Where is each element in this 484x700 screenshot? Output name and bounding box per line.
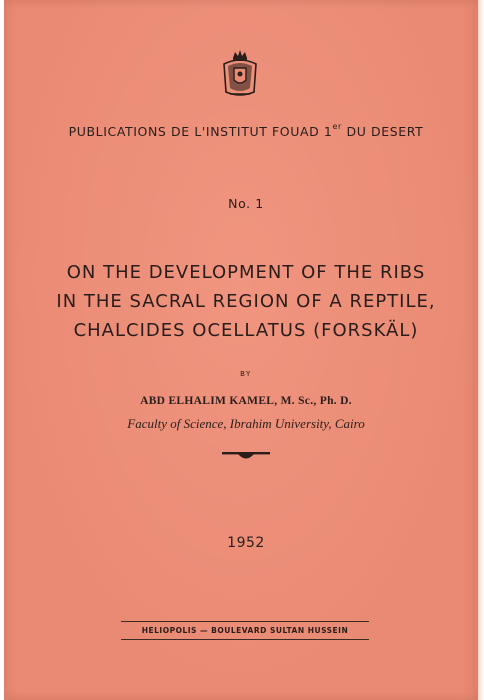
publication-year: 1952 [227, 535, 265, 551]
title-line-3: CHALCIDES OCELLATUS (FORSKÄL) [73, 320, 419, 341]
royal-coat-of-arms-icon [220, 48, 260, 100]
publisher-line [4, 124, 484, 139]
author-affiliation: Faculty of Science, Ibrahim University, Cairo [127, 416, 365, 431]
series-number: No. 1 [228, 196, 264, 211]
author-name: ABD ELHALIM KAMEL, M. Sc., Ph. D. [140, 395, 352, 407]
book-title [4, 258, 484, 345]
book-cover [4, 0, 478, 700]
title-line-1: ON THE DEVELOPMENT OF THE RIBS [66, 262, 426, 283]
publisher-suffix: DU DESERT [341, 124, 424, 139]
title-line-2: IN THE SACRAL REGION OF A REPTILE, [56, 291, 436, 312]
by-label: BY [240, 370, 252, 378]
decorative-ornament-icon [222, 450, 270, 464]
publisher-superscript: er [332, 122, 342, 131]
publisher-prefix: PUBLICATIONS DE L'INSTITUT FOUAD 1 [68, 124, 333, 139]
page-edge [478, 0, 484, 700]
printer-imprint: HELIOPOLIS — BOULEVARD SULTAN HUSSEIN [121, 621, 369, 640]
